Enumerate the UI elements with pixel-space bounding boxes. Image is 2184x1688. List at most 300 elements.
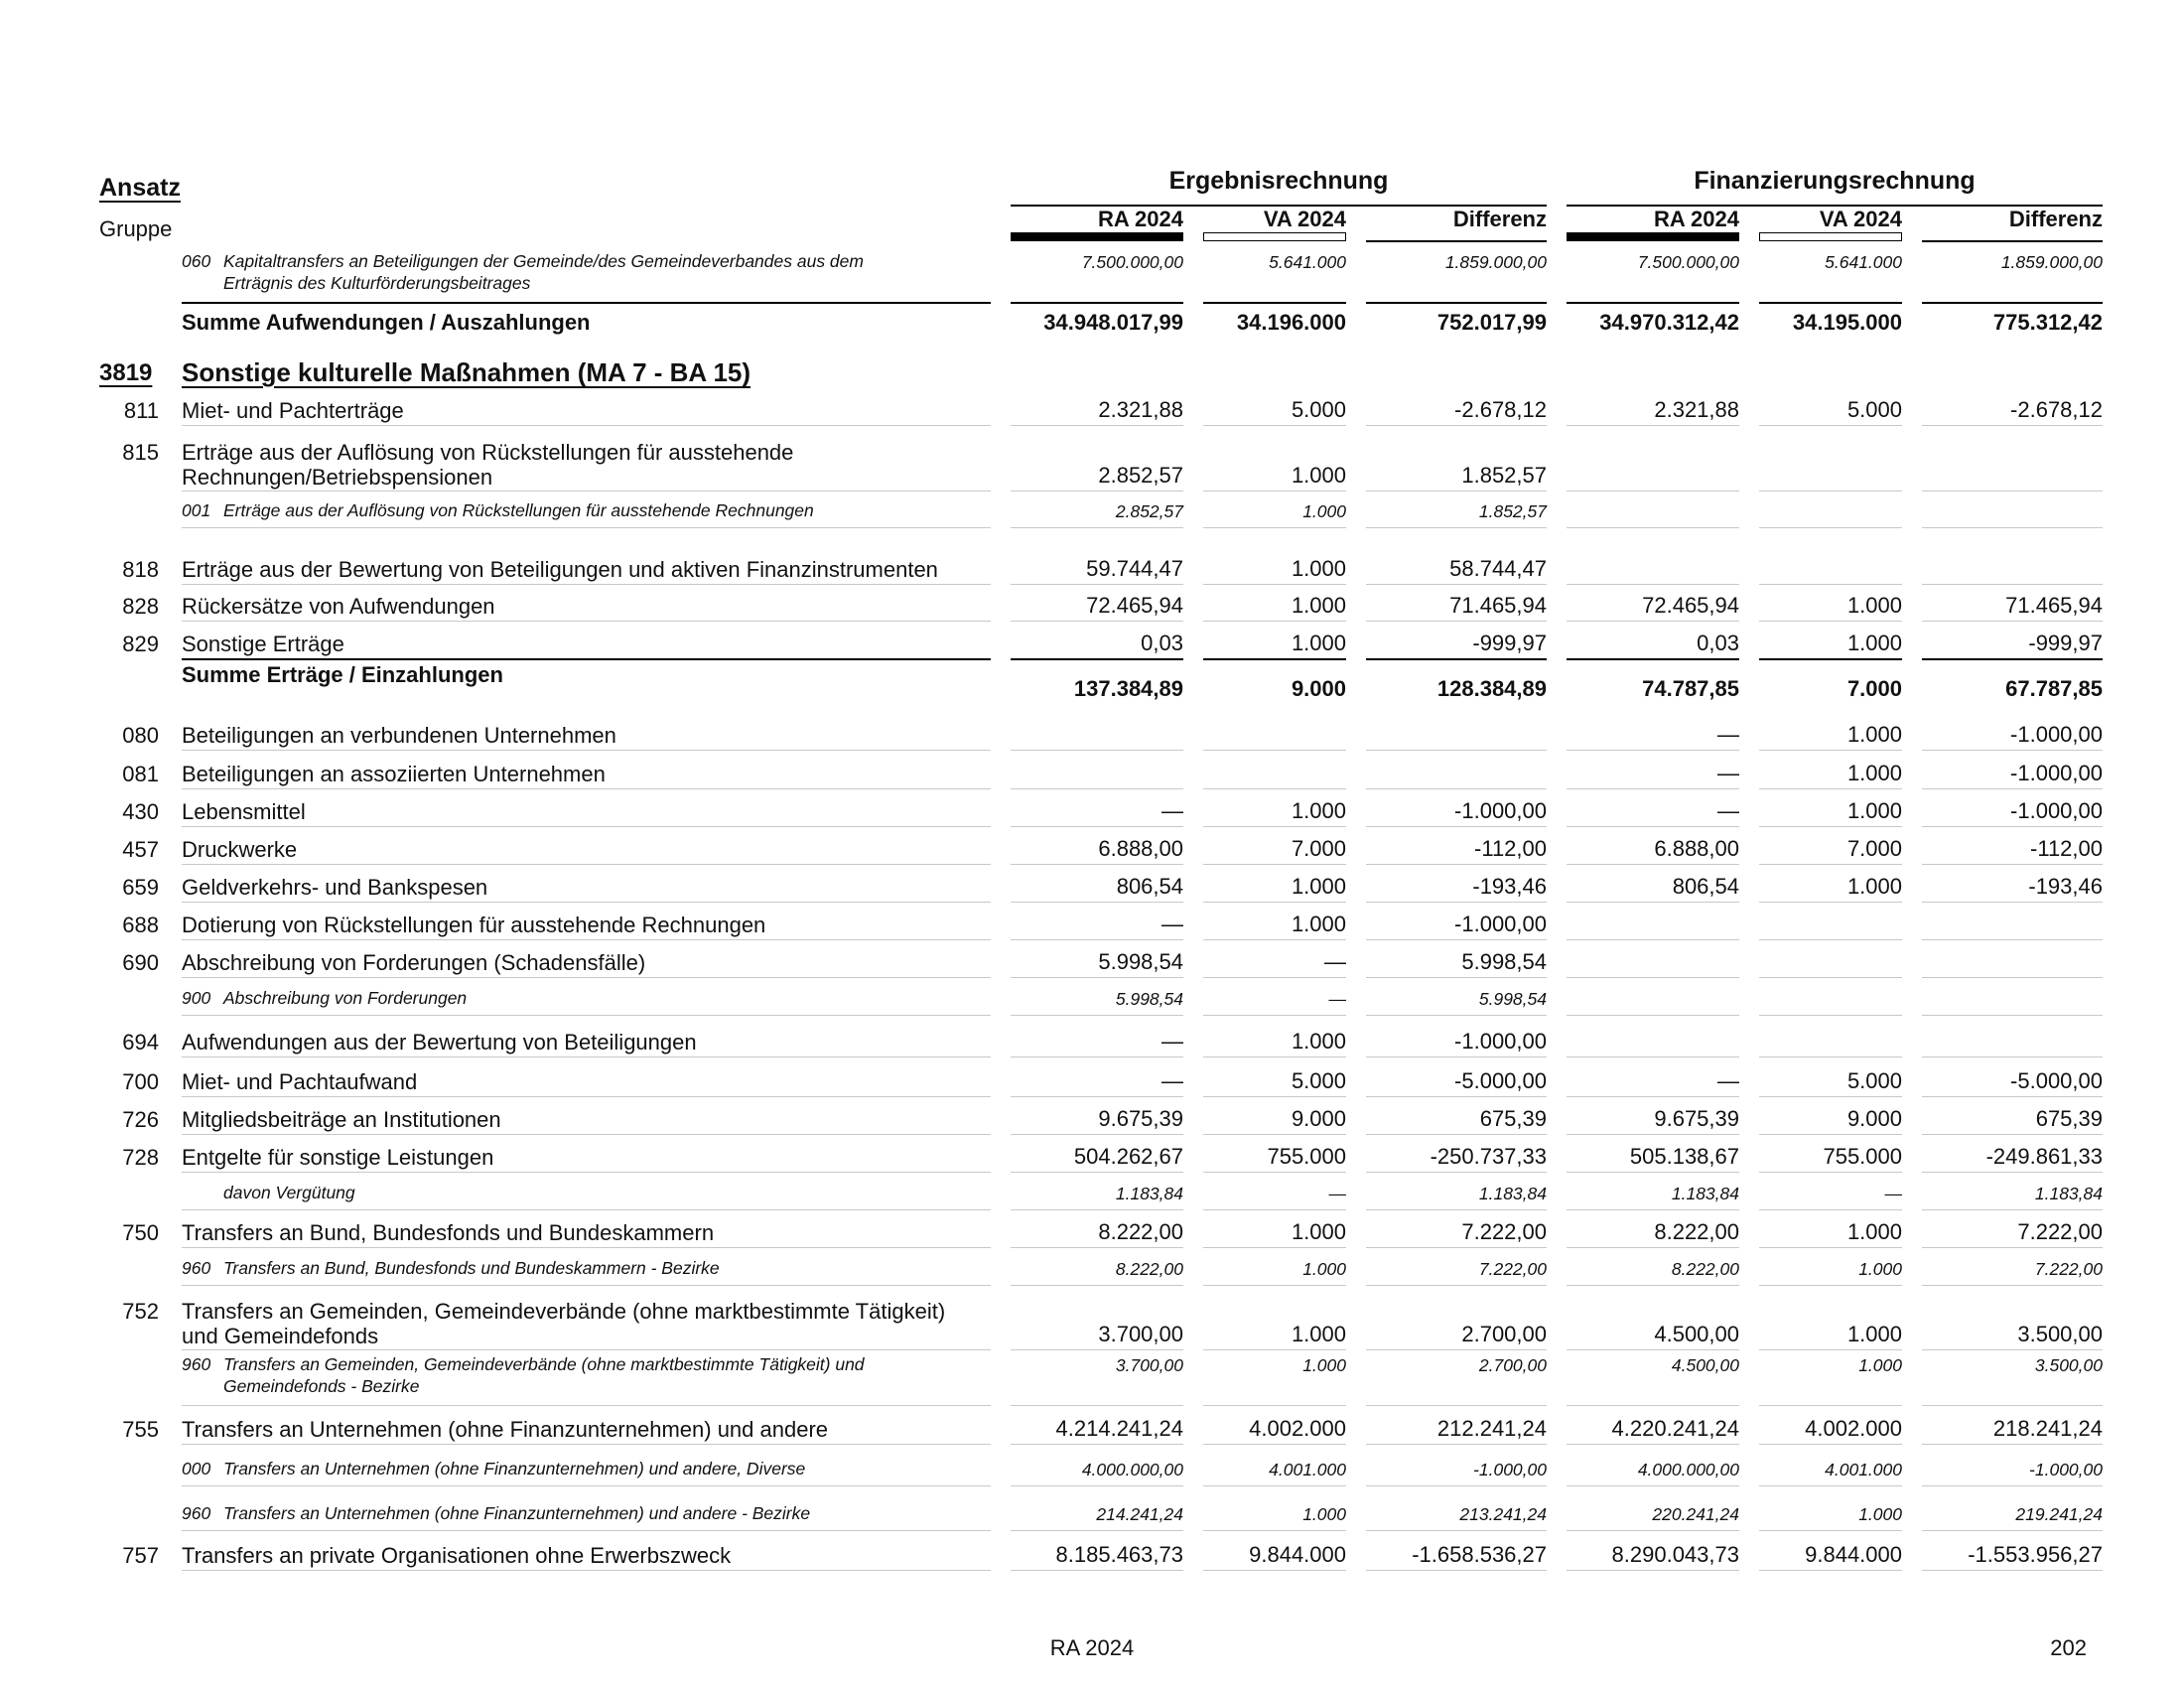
row-rule — [182, 1485, 991, 1486]
cell-value: -250.737,33 — [1430, 1144, 1547, 1169]
cell-value: 1.859.000,00 — [2000, 252, 2103, 272]
row-rule — [1203, 584, 1346, 585]
row-label — [182, 1220, 996, 1245]
row-rule — [1567, 1056, 1739, 1057]
cell-value: 219.241,24 — [2015, 1504, 2103, 1524]
cell-value: 4.000.000,00 — [1081, 1460, 1183, 1479]
row-rule — [182, 491, 991, 492]
row-rule — [1203, 1247, 1346, 1248]
row-rule — [1567, 1285, 1739, 1286]
row-rule — [1759, 527, 1902, 528]
row-rule — [1922, 1096, 2103, 1097]
cell-value: 58.744,47 — [1449, 556, 1547, 581]
cell-value: 4.001.000 — [1269, 1460, 1346, 1479]
cell-value: 7.222,00 — [2034, 1259, 2103, 1279]
row-rule — [1922, 425, 2103, 426]
row-rule — [182, 1570, 991, 1571]
cell-value: 4.500,00 — [1654, 1322, 1739, 1346]
sum-row-label — [182, 310, 996, 335]
row-rule — [1922, 977, 2103, 978]
cell-value: -1.000,00 — [1454, 798, 1547, 823]
cell-value: 1.000 — [1291, 463, 1346, 488]
row-rule — [1366, 491, 1547, 492]
row-label — [182, 1145, 996, 1170]
row-rule — [1759, 1530, 1902, 1531]
row-rule — [1203, 977, 1346, 978]
sub-row-label — [182, 1353, 996, 1397]
row-rule — [1366, 1530, 1547, 1531]
row-text: Entgelte für sonstige Leistungen — [182, 1145, 494, 1170]
row-code: 752 — [122, 1299, 159, 1324]
cell-value: 8.222,00 — [1115, 1259, 1183, 1279]
row-rule — [1922, 584, 2103, 585]
row-label — [182, 594, 996, 619]
row-code: 080 — [122, 723, 159, 748]
sub-row-label — [182, 499, 996, 521]
col-head-finanz-ra: RA 2024 — [1653, 207, 1739, 231]
cell-value: 6.888,00 — [1098, 836, 1183, 861]
row-rule — [1366, 788, 1547, 789]
cell-value: 4.214.241,24 — [1055, 1416, 1183, 1441]
row-code: 430 — [122, 799, 159, 824]
row-text: Erträge aus der Bewertung von Beteiligungen und aktiven Finanzinstrumenten — [182, 557, 938, 582]
row-rule — [1922, 1349, 2103, 1350]
col-head-ergebnis-diff: Differenz — [1452, 207, 1547, 231]
cell-value: 4.220.241,24 — [1611, 1416, 1739, 1441]
cell-value: 34.196.000 — [1236, 310, 1346, 335]
row-label — [182, 1107, 996, 1132]
col-head-finanz-va: VA 2024 — [1819, 207, 1902, 231]
cell-value: 5.998,54 — [1115, 989, 1183, 1009]
row-text: Transfers an Gemeinden, Gemeindeverbände (ohne marktbestimmte Tätigkeit) — [182, 1299, 946, 1324]
row-rule — [1567, 1405, 1739, 1406]
row-rule — [1922, 1172, 2103, 1173]
row-rule — [1366, 1134, 1547, 1135]
row-rule — [182, 864, 991, 865]
cell-value: 34.948.017,99 — [1043, 310, 1183, 335]
row-rule — [1366, 1172, 1547, 1173]
row-rule — [1922, 864, 2103, 865]
row-rule — [182, 939, 991, 940]
row-rule — [1567, 864, 1739, 865]
row-rule — [1366, 1570, 1547, 1571]
cell-value: -193,46 — [2028, 874, 2103, 899]
cell-value: 71.465,94 — [1449, 593, 1547, 618]
row-rule — [1922, 1209, 2103, 1210]
row-text: Miet- und Pachtaufwand — [182, 1069, 418, 1094]
cell-value: 71.465,94 — [2005, 593, 2103, 618]
row-rule — [1759, 425, 1902, 426]
row-rule — [1203, 1172, 1346, 1173]
row-rule — [1366, 977, 1547, 978]
row-rule — [1011, 1247, 1183, 1248]
row-rule — [1366, 902, 1547, 903]
row-rule — [1203, 1530, 1346, 1531]
cell-value: 1.000 — [1291, 556, 1346, 581]
row-rule — [182, 826, 991, 827]
row-code: 728 — [122, 1145, 159, 1170]
sub-row-label — [182, 1257, 996, 1279]
row-code: 755 — [122, 1417, 159, 1442]
cell-value: 7.500.000,00 — [1637, 252, 1739, 272]
cell-value: — — [1161, 798, 1183, 823]
diff-marker — [1922, 240, 2103, 242]
cell-value: 5.000 — [1291, 1068, 1346, 1093]
row-rule — [1759, 621, 1902, 622]
row-code: 750 — [122, 1220, 159, 1245]
total-rule — [1759, 302, 1902, 304]
row-text: Summe Aufwendungen / Auszahlungen — [182, 310, 591, 335]
cell-value: 2.321,88 — [1098, 397, 1183, 422]
footer-label: RA 2024 — [1049, 1635, 1135, 1660]
cell-value: 9.844.000 — [1805, 1542, 1902, 1567]
row-label — [182, 762, 996, 786]
row-rule — [1567, 1530, 1739, 1531]
row-rule — [1759, 1444, 1902, 1445]
row-rule — [1759, 491, 1902, 492]
row-rule — [182, 1444, 991, 1445]
row-rule — [182, 1209, 991, 1210]
ansatz-label: Ansatz — [99, 174, 181, 202]
cell-value: -1.658.536,27 — [1412, 1542, 1547, 1567]
row-rule — [1759, 1570, 1902, 1571]
cell-value: — — [1324, 949, 1346, 974]
cell-value: 2.321,88 — [1654, 397, 1739, 422]
sub-row-code: 900 — [182, 988, 211, 1008]
row-rule — [1759, 1015, 1902, 1016]
row-text: Beteiligungen an assoziierten Unternehmen — [182, 762, 606, 786]
row-rule — [1922, 1056, 2103, 1057]
row-rule — [1567, 425, 1739, 426]
row-rule — [1366, 1015, 1547, 1016]
total-rule — [1567, 302, 1739, 304]
row-rule — [1366, 826, 1547, 827]
cell-value: — — [1717, 1068, 1739, 1093]
cell-value: 1.859.000,00 — [1444, 252, 1547, 272]
cell-value: 1.000 — [1291, 874, 1346, 899]
cell-value: -193,46 — [1472, 874, 1547, 899]
cell-value: 8.222,00 — [1654, 1219, 1739, 1244]
row-text: Transfers an Bund, Bundesfonds und Bundeskammern — [182, 1220, 715, 1245]
section-title: Sonstige kulturelle Maßnahmen (MA 7 - BA 15) — [182, 357, 751, 387]
row-rule — [1759, 1485, 1902, 1486]
row-rule — [1922, 1485, 2103, 1486]
row-text: Summe Erträge / Einzahlungen — [182, 662, 503, 687]
row-text: Transfers an private Organisationen ohne Erwerbszweck — [182, 1543, 732, 1568]
sub-row-text-continued: Erträgnis des Kulturförderungsbeitrages — [223, 273, 531, 293]
row-rule — [182, 750, 991, 751]
cell-value: 8.222,00 — [1098, 1219, 1183, 1244]
cell-value: 5.998,54 — [1098, 949, 1183, 974]
cell-value: 214.241,24 — [1096, 1504, 1183, 1524]
cell-value: 1.852,57 — [1478, 501, 1547, 521]
cell-value: 213.241,24 — [1459, 1504, 1547, 1524]
cell-value: 1.000 — [1302, 1355, 1346, 1375]
row-rule — [1203, 1056, 1346, 1057]
cell-value: -2.678,12 — [2010, 397, 2103, 422]
cell-value: 67.787,85 — [2005, 676, 2103, 701]
row-rule — [1567, 939, 1739, 940]
cell-value: 755.000 — [1823, 1144, 1902, 1169]
row-rule — [1922, 621, 2103, 622]
cell-value: 3.700,00 — [1115, 1355, 1183, 1375]
row-code: 694 — [122, 1030, 159, 1055]
row-rule — [1759, 1172, 1902, 1173]
cell-value: 5.000 — [1846, 397, 1902, 422]
row-label — [182, 398, 996, 423]
row-rule — [1366, 1444, 1547, 1445]
total-rule — [1922, 658, 2103, 660]
cell-value: 1.183,84 — [2034, 1184, 2103, 1203]
cell-value: — — [1161, 912, 1183, 936]
va-marker — [1203, 232, 1346, 241]
total-rule — [1366, 658, 1547, 660]
total-rule — [1203, 658, 1346, 660]
cell-value: -2.678,12 — [1454, 397, 1547, 422]
row-rule — [1567, 1247, 1739, 1248]
col-head-ergebnis-va: VA 2024 — [1263, 207, 1346, 231]
row-label — [182, 1543, 996, 1568]
row-rule — [1759, 1405, 1902, 1406]
finanzierungsrechnung-heading: Finanzierungsrechnung — [1694, 167, 1976, 195]
cell-value: 1.183,84 — [1478, 1184, 1547, 1203]
row-rule — [1366, 750, 1547, 751]
row-code: 690 — [122, 950, 159, 975]
cell-value: 2.700,00 — [1461, 1322, 1547, 1346]
row-rule — [1567, 1485, 1739, 1486]
row-rule — [1011, 939, 1183, 940]
cell-value: 34.195.000 — [1792, 310, 1902, 335]
total-rule — [182, 658, 991, 660]
cell-value: 72.465,94 — [1086, 593, 1183, 618]
row-rule — [1011, 491, 1183, 492]
cell-value: 1.000 — [1858, 1355, 1902, 1375]
cell-value: 1.000 — [1846, 1219, 1902, 1244]
row-rule — [1567, 902, 1739, 903]
row-rule — [182, 425, 991, 426]
row-rule — [1759, 1096, 1902, 1097]
row-rule — [1567, 826, 1739, 827]
cell-value: 5.000 — [1291, 397, 1346, 422]
row-rule — [1366, 1056, 1547, 1057]
row-rule — [1011, 864, 1183, 865]
cell-value: 2.852,57 — [1115, 501, 1183, 521]
row-label — [182, 837, 996, 862]
cell-value: 9.675,39 — [1654, 1106, 1739, 1131]
row-rule — [1567, 491, 1739, 492]
row-rule — [182, 621, 991, 622]
row-rule — [1567, 1096, 1739, 1097]
row-rule — [1759, 1349, 1902, 1350]
row-rule — [182, 1285, 991, 1286]
row-rule — [1366, 1096, 1547, 1097]
cell-value: 5.998,54 — [1461, 949, 1547, 974]
row-rule — [1203, 1285, 1346, 1286]
row-rule — [1011, 1285, 1183, 1286]
diff-marker — [1366, 240, 1547, 242]
sub-row-text: Erträge aus der Auflösung von Rückstellungen für ausstehende Rechnungen — [223, 500, 814, 520]
row-rule — [1011, 425, 1183, 426]
cell-value: 1.000 — [1291, 1322, 1346, 1346]
cell-value: 7.000 — [1846, 836, 1902, 861]
row-rule — [1759, 584, 1902, 585]
row-rule — [1759, 1056, 1902, 1057]
cell-value: — — [1717, 798, 1739, 823]
cell-value: -1.000,00 — [1473, 1460, 1547, 1479]
cell-value: -112,00 — [1474, 836, 1547, 861]
row-rule — [182, 527, 991, 528]
cell-value: 4.500,00 — [1671, 1355, 1739, 1375]
row-rule — [182, 1405, 991, 1406]
row-rule — [182, 1056, 991, 1057]
row-rule — [1922, 1405, 2103, 1406]
row-text: Abschreibung von Forderungen (Schadensfälle) — [182, 950, 646, 975]
cell-value: 3.700,00 — [1098, 1322, 1183, 1346]
cell-value: -249.861,33 — [1985, 1144, 2103, 1169]
row-rule — [1011, 1570, 1183, 1571]
row-text: Lebensmittel — [182, 799, 306, 824]
row-rule — [1011, 750, 1183, 751]
row-rule — [1759, 750, 1902, 751]
row-rule — [1567, 584, 1739, 585]
row-rule — [1011, 1530, 1183, 1531]
cell-value: 1.183,84 — [1671, 1184, 1739, 1203]
row-rule — [1366, 1485, 1547, 1486]
sub-row-label — [182, 1502, 996, 1524]
row-rule — [182, 902, 991, 903]
row-rule — [1922, 939, 2103, 940]
total-rule — [1567, 658, 1739, 660]
row-rule — [1567, 750, 1739, 751]
row-label — [182, 950, 996, 975]
cell-value: 128.384,89 — [1436, 676, 1547, 701]
cell-value: 6.888,00 — [1654, 836, 1739, 861]
row-rule — [1922, 826, 2103, 827]
row-rule — [1922, 750, 2103, 751]
cell-value: -112,00 — [2030, 836, 2103, 861]
cell-value: 9.675,39 — [1098, 1106, 1183, 1131]
row-label — [182, 913, 996, 937]
row-rule — [1366, 1405, 1547, 1406]
sub-row-text: Transfers an Gemeinden, Gemeindeverbände (ohne marktbestimmte Tätigkeit) und — [223, 1354, 865, 1374]
row-text: Dotierung von Rückstellungen für ausstehende Rechnungen — [182, 913, 766, 937]
row-rule — [1759, 826, 1902, 827]
row-rule — [1366, 1285, 1547, 1286]
row-rule — [1011, 1485, 1183, 1486]
cell-value: 9.000 — [1291, 1106, 1346, 1131]
row-code: 726 — [122, 1107, 159, 1132]
sub-row-code: 960 — [182, 1354, 211, 1374]
cell-value: 4.001.000 — [1825, 1460, 1902, 1479]
row-text: Rückersätze von Aufwendungen — [182, 594, 495, 619]
cell-value: 806,54 — [1116, 874, 1183, 899]
cell-value: 1.000 — [1846, 761, 1902, 785]
row-rule — [1922, 527, 2103, 528]
cell-value: 1.000 — [1846, 722, 1902, 747]
row-rule — [1922, 1570, 2103, 1571]
sub-row-code: 000 — [182, 1459, 211, 1478]
sub-row-text: Transfers an Bund, Bundesfonds und Bundeskammern - Bezirke — [223, 1258, 720, 1278]
sub-row-text: Transfers an Unternehmen (ohne Finanzunternehmen) und andere, Diverse — [223, 1459, 806, 1478]
row-label — [182, 875, 996, 900]
row-label — [182, 723, 996, 748]
cell-value: 2.700,00 — [1478, 1355, 1547, 1375]
row-rule — [182, 1134, 991, 1135]
row-rule — [1366, 527, 1547, 528]
cell-value: 1.183,84 — [1115, 1184, 1183, 1203]
row-rule — [1366, 1349, 1547, 1350]
cell-value: -999,97 — [2028, 631, 2103, 655]
row-rule — [1567, 1134, 1739, 1135]
cell-value: -1.553.956,27 — [1968, 1542, 2103, 1567]
row-rule — [1922, 1015, 2103, 1016]
col-head-ergebnis-ra: RA 2024 — [1097, 207, 1183, 231]
cell-value: — — [1884, 1184, 1902, 1203]
cell-value: -1.000,00 — [2010, 761, 2103, 785]
ergebnisrechnung-heading: Ergebnisrechnung — [1168, 167, 1389, 195]
total-rule — [1203, 302, 1346, 304]
row-rule — [1366, 621, 1547, 622]
cell-value: 7.222,00 — [1478, 1259, 1547, 1279]
cell-value: 8.222,00 — [1671, 1259, 1739, 1279]
row-code: 811 — [123, 398, 159, 423]
row-rule — [1366, 1247, 1547, 1248]
sub-row-code: 960 — [182, 1258, 211, 1278]
row-rule — [1922, 491, 2103, 492]
sub-row-text: Abschreibung von Forderungen — [223, 988, 468, 1008]
sub-row-text: davon Vergütung — [223, 1183, 355, 1202]
section-code: 3819 — [99, 359, 153, 386]
row-rule — [182, 1530, 991, 1531]
row-rule — [1759, 864, 1902, 865]
total-rule — [1759, 658, 1902, 660]
sub-row-label — [182, 250, 996, 294]
row-rule — [1011, 1172, 1183, 1173]
row-rule — [1011, 1209, 1183, 1210]
cell-value: 2.852,57 — [1098, 463, 1183, 488]
row-rule — [1922, 1134, 2103, 1135]
row-label — [182, 1299, 996, 1348]
row-rule — [1759, 902, 1902, 903]
row-rule — [1203, 1349, 1346, 1350]
row-text: Sonstige Erträge — [182, 632, 344, 656]
row-rule — [1203, 621, 1346, 622]
row-rule — [1011, 1405, 1183, 1406]
cell-value: 1.000 — [1291, 631, 1346, 655]
row-label — [182, 632, 996, 656]
row-text-continued: und Gemeindefonds — [182, 1324, 379, 1348]
row-rule — [1203, 1015, 1346, 1016]
cell-value: 218.241,24 — [1992, 1416, 2103, 1441]
ra-marker — [1011, 232, 1183, 241]
row-rule — [1567, 977, 1739, 978]
cell-value: 1.000 — [1302, 501, 1346, 521]
sub-row-label — [182, 987, 996, 1009]
cell-value: -1.000,00 — [1454, 1029, 1547, 1054]
row-code: 659 — [122, 875, 159, 900]
row-code: 757 — [122, 1543, 159, 1568]
cell-value: -1.000,00 — [1454, 912, 1547, 936]
row-rule — [182, 1015, 991, 1016]
cell-value: 1.852,57 — [1461, 463, 1547, 488]
row-rule — [1759, 1247, 1902, 1248]
sub-row-text: Transfers an Unternehmen (ohne Finanzunternehmen) und andere - Bezirke — [223, 1503, 811, 1523]
va-marker — [1759, 232, 1902, 241]
cell-value: 505.138,67 — [1629, 1144, 1739, 1169]
sub-row-label — [182, 1182, 996, 1203]
cell-value: 7.222,00 — [1461, 1219, 1547, 1244]
cell-value: 775.312,42 — [1992, 310, 2103, 335]
